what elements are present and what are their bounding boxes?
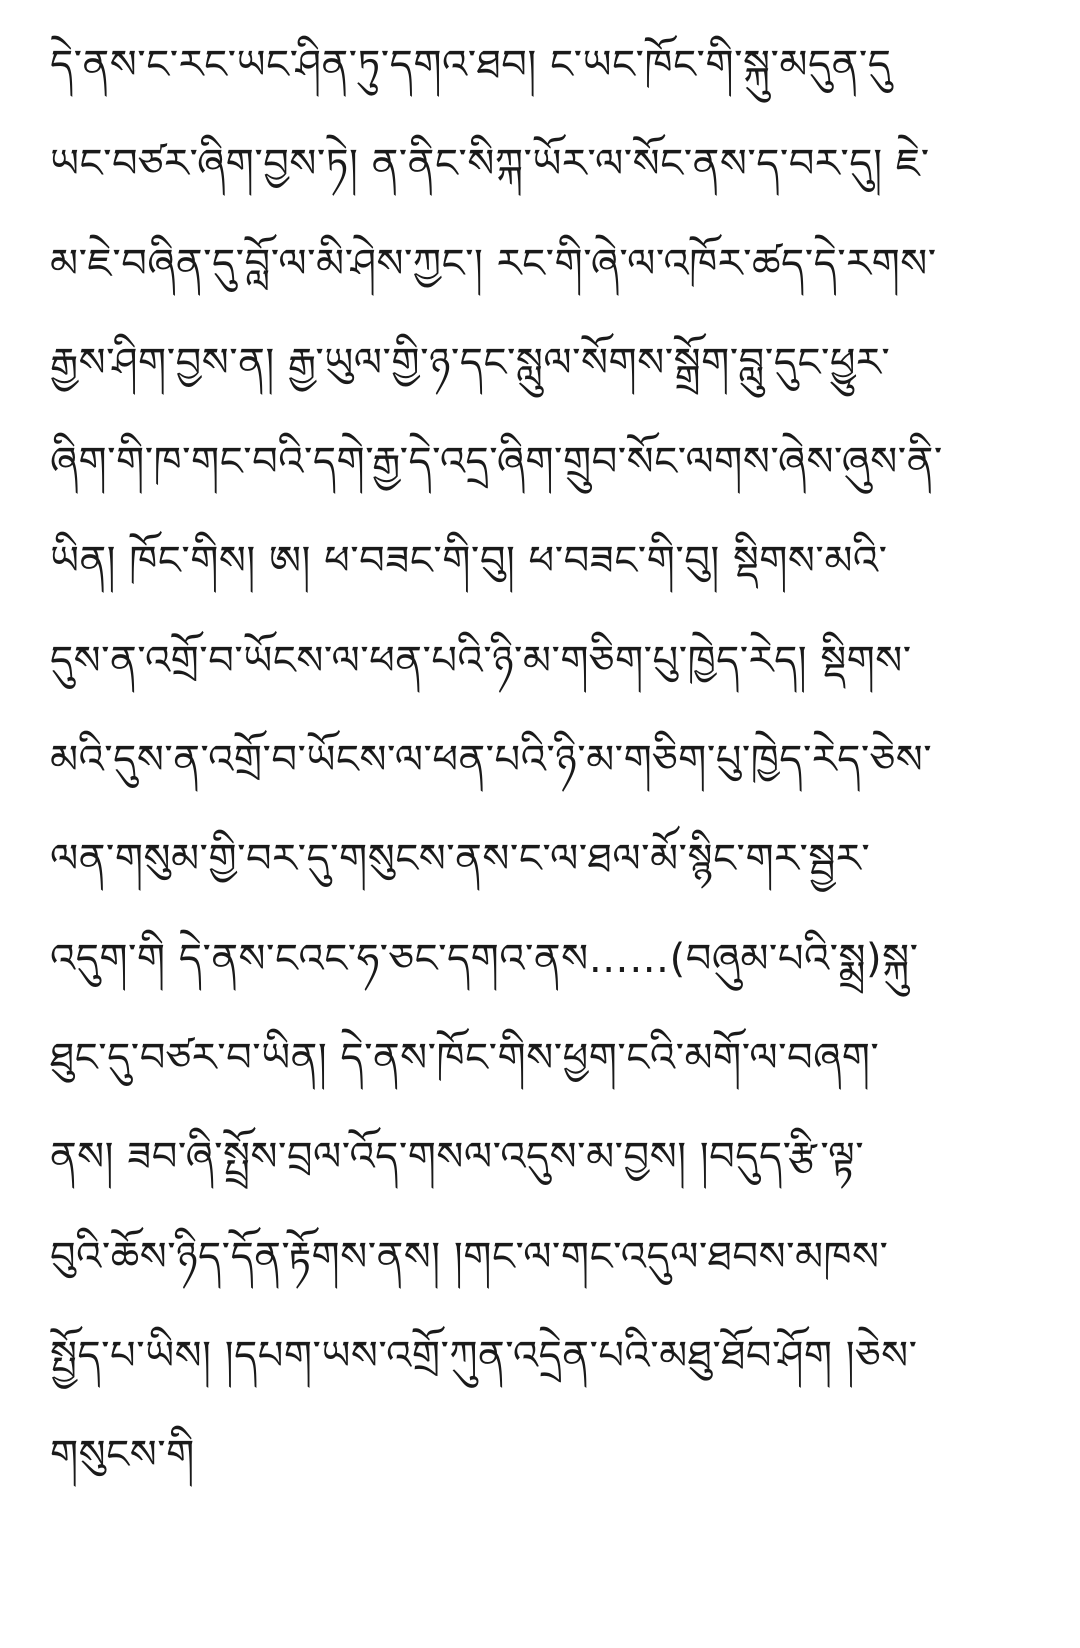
text-line: ལན་གསུམ་གྱི་བར་དུ་གསུངས་ནས་ང་ལ་ཐལ་མོ་སྙིང་གར་སྦྱར་ <box>50 836 871 883</box>
text-line: དུས་ན་འགྲོ་བ་ཡོངས་ལ་ཕན་པའི་ཉི་མ་གཅིག་པུ་ཁྱེད་རེད། སྡིགས་ <box>50 637 912 684</box>
text-line: ཞིག་གི་ཁ་གང་བའི་དགེ་རྒྱ་དེ་འདྲ་ཞིག་གྲུབ་སོང་ལགས་ཞེས་ཞུས་ནི་ <box>50 439 943 486</box>
text-line: མ་ཇེ་བཞིན་དུ་བློ་ལ་མི་ཤེས་ཀྱང་། རང་གི་ཞེ་ལ་འཁོར་ཚད་དེ་རགས་ <box>50 240 937 287</box>
text-line: ཡང་བཙར་ཞིག་བྱས་ཏེ། ན་ནིང་སིཀྐ་ཡོར་ལ་སོང་ནས་ད་བར་དུ། ཇེ་ <box>50 141 930 188</box>
text-line: ཡིན། ཁོང་གིས། ཨ། ཕ་བཟང་གི་བུ། ཕ་བཟང་གི་བུ། སྡིགས་མའི་ <box>50 538 888 585</box>
text-line: མའི་དུས་ན་འགྲོ་བ་ཡོངས་ལ་ཕན་པའི་ཉི་མ་གཅིག་པུ་ཁྱེད་རེད་ཅེས་ <box>50 737 933 784</box>
text-line: དེ་ནས་ང་རང་ཡང་ཤིན་ཏུ་དགའ་ཐབ། ང་ཡང་ཁོང་གི་སྐུ་མདུན་དུ <box>50 42 892 88</box>
text-line: ནས། ཟབ་ཞི་སྤྲོས་བྲལ་འོད་གསལ་འདུས་མ་བྱས། །བདུད་རྩི་ལྟ་ <box>50 1134 865 1181</box>
text-line: ཐུང་དུ་བཙར་བ་ཡིན། དེ་ནས་ཁོང་གིས་ཕྱག་ངའི་མགོ་ལ་བཞག་ <box>50 1034 880 1081</box>
text-line: རྒྱས་ཤིག་བྱས་ན། རྒྱ་ཡུལ་གྱི་ཉ་དང་སླུལ་སོགས་སྒྲོག་བླུ་དུང་ཕྱུར་ <box>50 339 891 386</box>
text-line: བུའི་ཆོས་ཉིད་དོན་རྟོགས་ནས། །གང་ལ་གང་འདུལ་ཐབས་མཁས་ <box>50 1233 889 1280</box>
text-line: འདུག་གི དེ་ནས་ངའང་ཧ་ཅང་དགའ་ནས……(བཞུམ་པའི་སྨྲ)སྐུ་ <box>50 935 919 982</box>
text-line: གསུངས་གི <box>50 1432 195 1479</box>
text-line: སྤྱོད་པ་ཡིས། །དཔག་ཡས་འགྲོ་ཀུན་འདྲེན་པའི་མཐུ་ཐོབ་ཤོག །ཅེས་ <box>50 1332 918 1379</box>
tibetan-text-body <box>50 30 1030 1519</box>
